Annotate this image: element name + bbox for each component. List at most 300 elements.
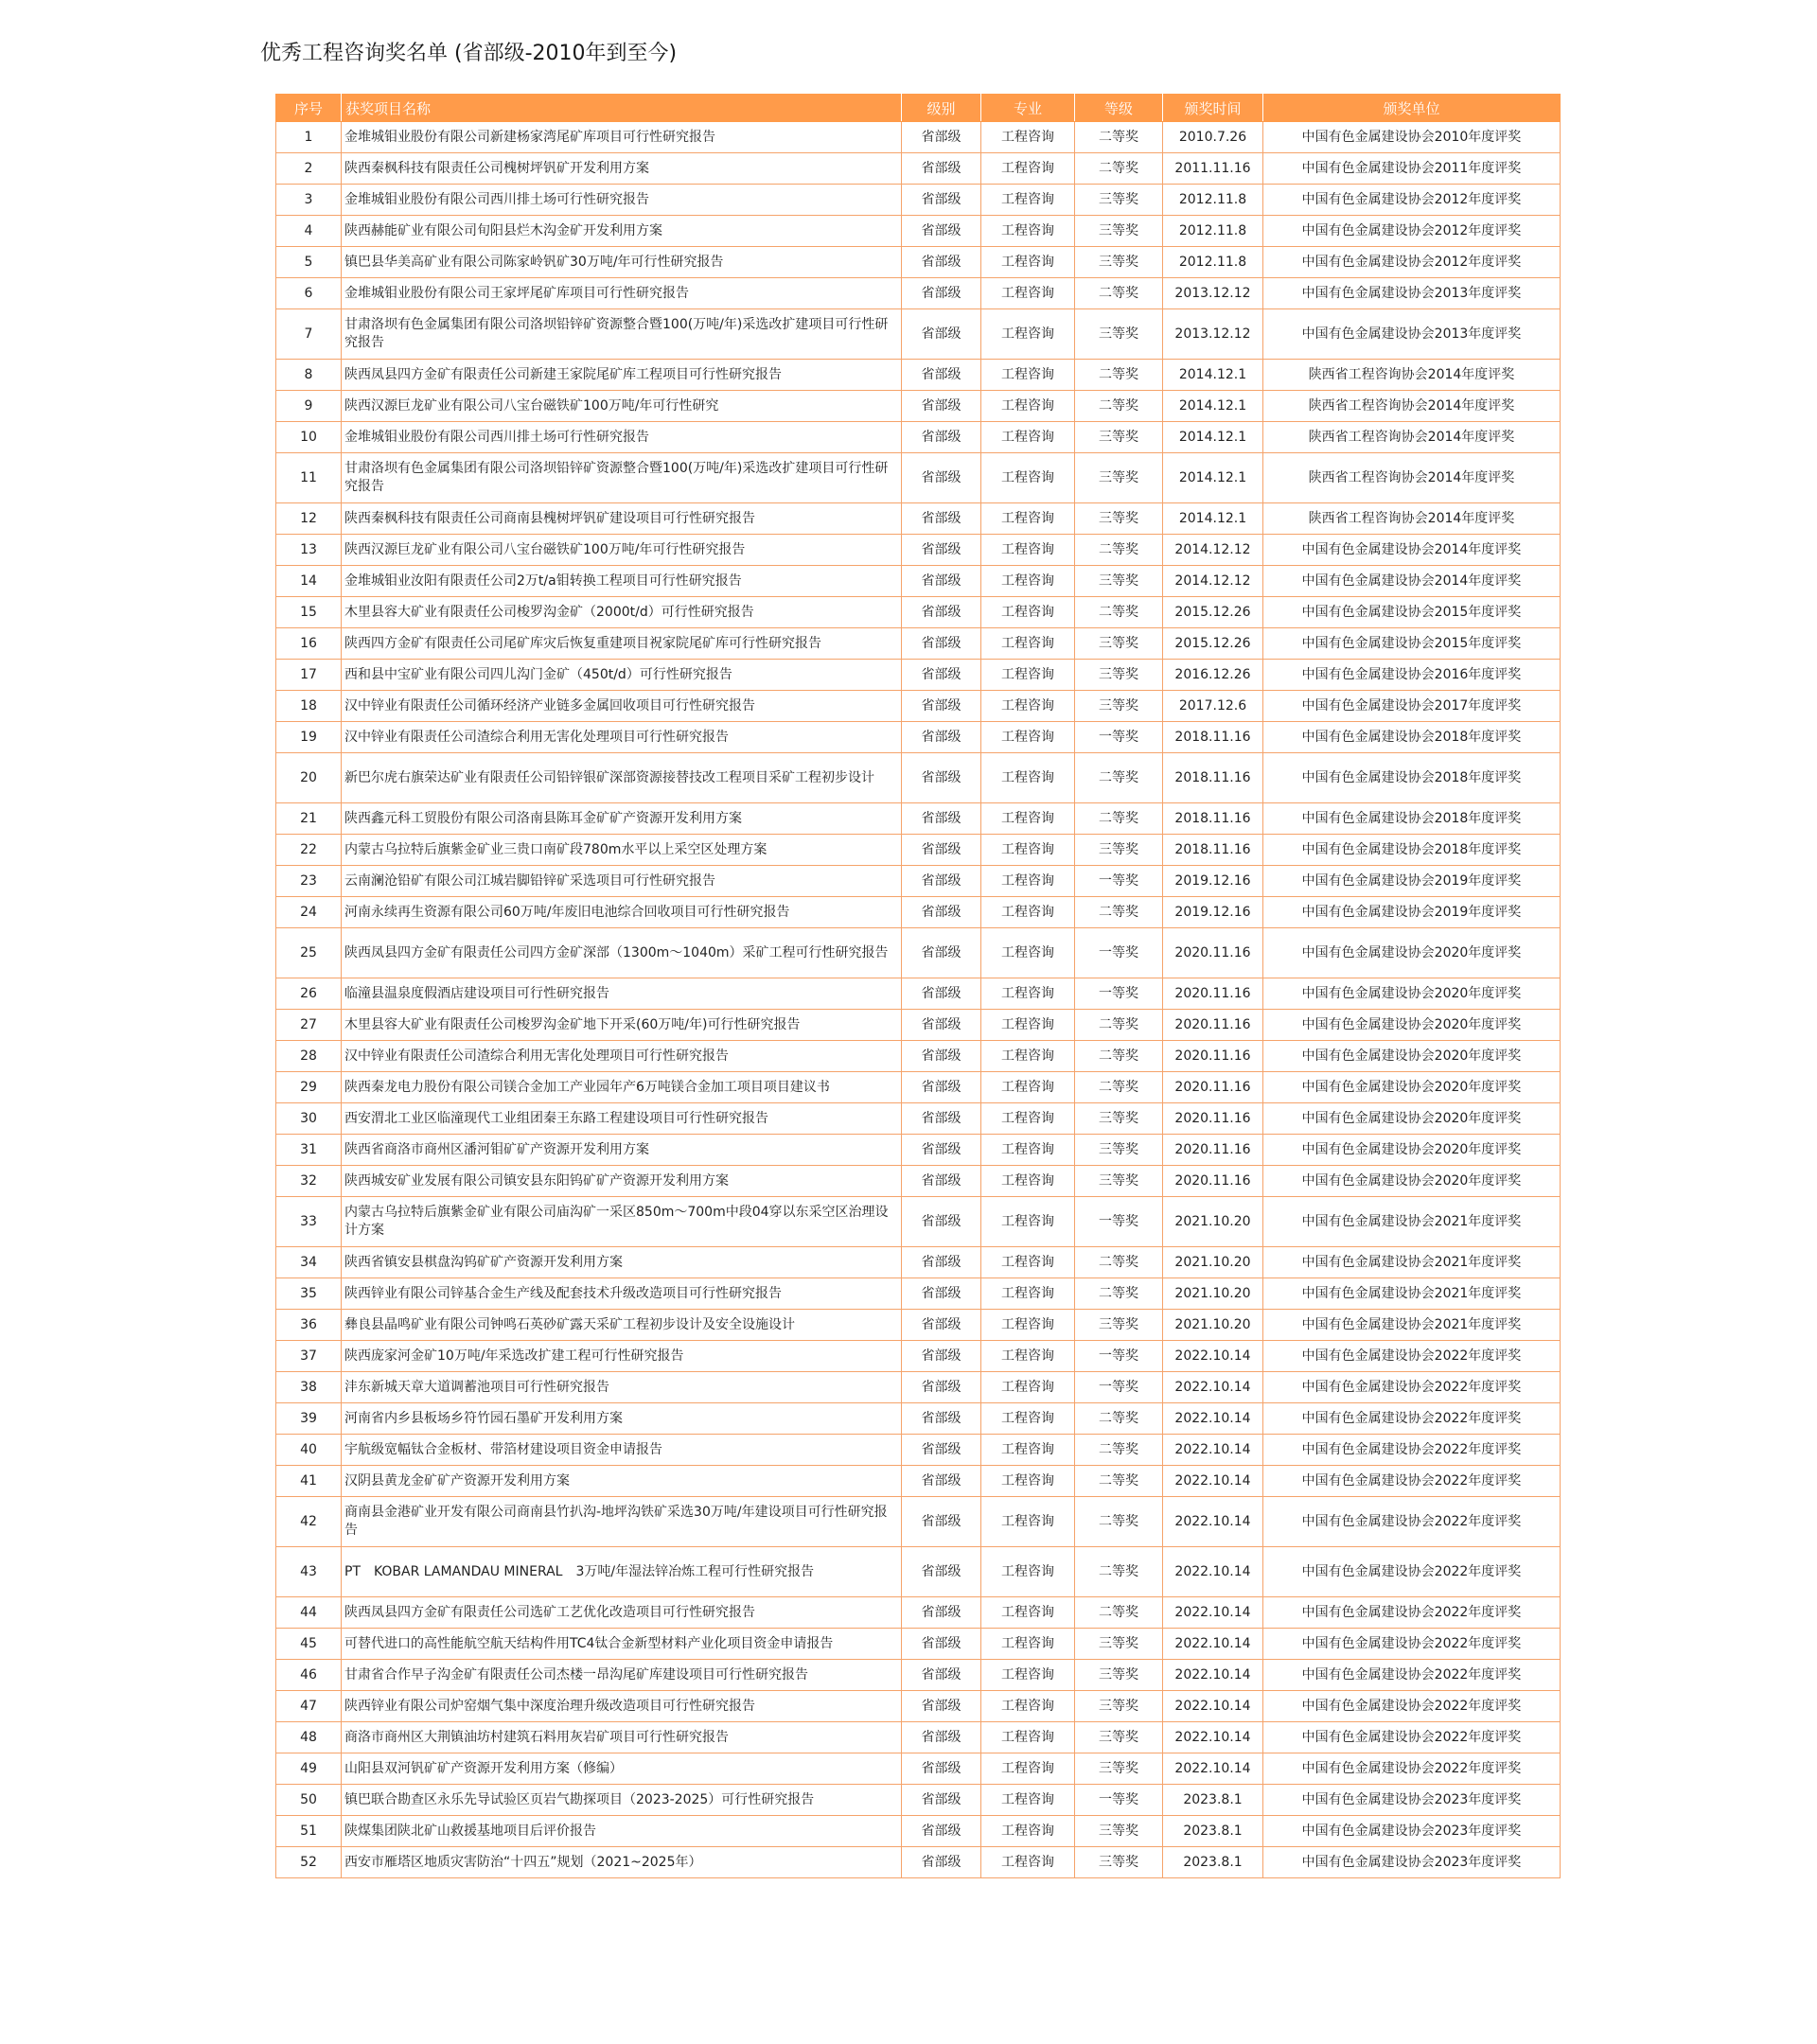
cell-no: 41 [276,1466,342,1497]
table-row [276,1629,1561,1660]
cell-grade: 三等奖 [1075,309,1163,360]
cell-specialty: 工程咨询 [981,1247,1075,1278]
cell-no: 3 [276,185,342,216]
cell-award-unit: 中国有色金属建设协会2022年度评奖 [1263,1660,1561,1691]
table-row [276,1691,1561,1722]
cell-project-name: 彝良县晶鸣矿业有限公司钟鸣石英砂矿露天采矿工程初步设计及安全设施设计 [342,1310,902,1341]
cell-project-name: 宇航级宽幅钛合金板材、带箔材建设项目资金申请报告 [342,1435,902,1466]
cell-award-unit: 中国有色金属建设协会2013年度评奖 [1263,309,1561,360]
cell-award-unit: 中国有色金属建设协会2020年度评奖 [1263,928,1561,978]
cell-level: 省部级 [902,122,981,153]
table-row [276,722,1561,753]
col-header-name: 获奖项目名称 [342,95,902,122]
cell-project-name: 云南澜沧铅矿有限公司江城岩脚铅锌矿采选项目可行性研究报告 [342,866,902,897]
cell-no: 22 [276,835,342,866]
cell-award-time: 2018.11.16 [1163,753,1263,803]
cell-specialty: 工程咨询 [981,1403,1075,1435]
cell-no: 13 [276,535,342,566]
cell-grade: 三等奖 [1075,453,1163,503]
cell-grade: 二等奖 [1075,597,1163,628]
cell-award-unit: 中国有色金属建设协会2018年度评奖 [1263,803,1561,835]
cell-award-unit: 中国有色金属建设协会2019年度评奖 [1263,897,1561,928]
cell-award-unit: 中国有色金属建设协会2021年度评奖 [1263,1197,1561,1247]
cell-specialty: 工程咨询 [981,722,1075,753]
cell-award-unit: 中国有色金属建设协会2023年度评奖 [1263,1816,1561,1847]
cell-award-time: 2012.11.8 [1163,185,1263,216]
cell-award-time: 2020.11.16 [1163,1041,1263,1072]
table-row [276,1135,1561,1166]
cell-project-name: 木里县容大矿业有限责任公司梭罗沟金矿地下开采(60万吨/年)可行性研究报告 [342,1010,902,1041]
cell-award-unit: 中国有色金属建设协会2022年度评奖 [1263,1466,1561,1497]
table-row [276,1547,1561,1597]
cell-award-time: 2022.10.14 [1163,1753,1263,1785]
cell-project-name: 镇巴联合勘查区永乐先导试验区页岩气勘探项目（2023-2025）可行性研究报告 [342,1785,902,1816]
cell-award-unit: 中国有色金属建设协会2012年度评奖 [1263,185,1561,216]
cell-specialty: 工程咨询 [981,453,1075,503]
cell-project-name: 木里县容大矿业有限责任公司梭罗沟金矿（2000t/d）可行性研究报告 [342,597,902,628]
cell-project-name: 陕煤集团陕北矿山救援基地项目后评价报告 [342,1816,902,1847]
cell-no: 16 [276,628,342,660]
cell-no: 45 [276,1629,342,1660]
table-row [276,422,1561,453]
cell-award-unit: 中国有色金属建设协会2020年度评奖 [1263,1041,1561,1072]
table-row [276,535,1561,566]
cell-no: 32 [276,1166,342,1197]
cell-level: 省部级 [902,1310,981,1341]
cell-award-unit: 陕西省工程咨询协会2014年度评奖 [1263,360,1561,391]
cell-grade: 二等奖 [1075,897,1163,928]
cell-award-time: 2022.10.14 [1163,1722,1263,1753]
cell-award-unit: 中国有色金属建设协会2013年度评奖 [1263,278,1561,309]
cell-no: 17 [276,660,342,691]
col-header-unit: 颁奖单位 [1263,95,1561,122]
cell-level: 省部级 [902,503,981,535]
cell-no: 36 [276,1310,342,1341]
cell-award-time: 2012.11.8 [1163,216,1263,247]
cell-no: 44 [276,1597,342,1629]
cell-level: 省部级 [902,1660,981,1691]
cell-level: 省部级 [902,1466,981,1497]
cell-specialty: 工程咨询 [981,247,1075,278]
cell-award-unit: 中国有色金属建设协会2012年度评奖 [1263,247,1561,278]
cell-level: 省部级 [902,309,981,360]
cell-award-unit: 陕西省工程咨询协会2014年度评奖 [1263,422,1561,453]
cell-award-time: 2023.8.1 [1163,1785,1263,1816]
cell-specialty: 工程咨询 [981,1660,1075,1691]
cell-award-time: 2013.12.12 [1163,309,1263,360]
cell-project-name: 河南永续再生资源有限公司60万吨/年废旧电池综合回收项目可行性研究报告 [342,897,902,928]
cell-specialty: 工程咨询 [981,1847,1075,1878]
cell-level: 省部级 [902,1547,981,1597]
cell-no: 24 [276,897,342,928]
cell-award-unit: 中国有色金属建设协会2021年度评奖 [1263,1278,1561,1310]
cell-project-name: 陕西汉源巨龙矿业有限公司八宝台磁铁矿100万吨/年可行性研究报告 [342,535,902,566]
cell-level: 省部级 [902,566,981,597]
cell-level: 省部级 [902,978,981,1010]
table-row [276,691,1561,722]
cell-award-time: 2014.12.1 [1163,391,1263,422]
cell-specialty: 工程咨询 [981,1197,1075,1247]
cell-award-unit: 中国有色金属建设协会2015年度评奖 [1263,597,1561,628]
cell-grade: 三等奖 [1075,1691,1163,1722]
cell-specialty: 工程咨询 [981,660,1075,691]
award-table [275,94,1561,1878]
table-row [276,1010,1561,1041]
table-row [276,1785,1561,1816]
table-row [276,1041,1561,1072]
cell-no: 29 [276,1072,342,1103]
cell-specialty: 工程咨询 [981,566,1075,597]
cell-award-unit: 中国有色金属建设协会2021年度评奖 [1263,1310,1561,1341]
cell-award-time: 2021.10.20 [1163,1247,1263,1278]
cell-no: 10 [276,422,342,453]
cell-project-name: 汉阴县黄龙金矿矿产资源开发利用方案 [342,1466,902,1497]
cell-grade: 三等奖 [1075,216,1163,247]
cell-level: 省部级 [902,247,981,278]
cell-level: 省部级 [902,753,981,803]
cell-award-unit: 中国有色金属建设协会2022年度评奖 [1263,1691,1561,1722]
cell-award-time: 2019.12.16 [1163,897,1263,928]
cell-award-time: 2014.12.12 [1163,535,1263,566]
cell-award-time: 2014.12.1 [1163,360,1263,391]
cell-no: 14 [276,566,342,597]
cell-project-name: 陕西赫能矿业有限公司旬阳县烂木沟金矿开发利用方案 [342,216,902,247]
cell-award-time: 2018.11.16 [1163,835,1263,866]
cell-no: 8 [276,360,342,391]
cell-award-unit: 中国有色金属建设协会2022年度评奖 [1263,1722,1561,1753]
cell-no: 21 [276,803,342,835]
cell-specialty: 工程咨询 [981,1753,1075,1785]
cell-grade: 一等奖 [1075,1197,1163,1247]
cell-project-name: 金堆城钼业股份有限公司王家坪尾矿库项目可行性研究报告 [342,278,902,309]
table-row [276,1435,1561,1466]
cell-award-time: 2020.11.16 [1163,928,1263,978]
table-header [276,95,1561,122]
cell-award-time: 2020.11.16 [1163,1010,1263,1041]
table-row [276,628,1561,660]
table-row [276,566,1561,597]
cell-level: 省部级 [902,216,981,247]
table-row [276,391,1561,422]
cell-no: 30 [276,1103,342,1135]
cell-project-name: 陕西庞家河金矿10万吨/年采选改扩建工程可行性研究报告 [342,1341,902,1372]
cell-project-name: 陕西秦枫科技有限责任公司槐树坪钒矿开发利用方案 [342,153,902,185]
cell-level: 省部级 [902,835,981,866]
cell-award-time: 2017.12.6 [1163,691,1263,722]
cell-award-unit: 中国有色金属建设协会2022年度评奖 [1263,1435,1561,1466]
cell-grade: 二等奖 [1075,1247,1163,1278]
cell-no: 20 [276,753,342,803]
cell-grade: 三等奖 [1075,1310,1163,1341]
cell-award-time: 2019.12.16 [1163,866,1263,897]
table-row [276,453,1561,503]
cell-award-time: 2022.10.14 [1163,1372,1263,1403]
cell-no: 51 [276,1816,342,1847]
cell-level: 省部级 [902,1278,981,1310]
cell-grade: 二等奖 [1075,753,1163,803]
cell-no: 23 [276,866,342,897]
cell-specialty: 工程咨询 [981,278,1075,309]
cell-grade: 三等奖 [1075,691,1163,722]
cell-specialty: 工程咨询 [981,503,1075,535]
cell-award-time: 2013.12.12 [1163,278,1263,309]
cell-award-unit: 中国有色金属建设协会2017年度评奖 [1263,691,1561,722]
cell-no: 34 [276,1247,342,1278]
cell-award-time: 2020.11.16 [1163,978,1263,1010]
cell-level: 省部级 [902,278,981,309]
cell-level: 省部级 [902,628,981,660]
cell-project-name: 甘肃洛坝有色金属集团有限公司洛坝铅锌矿资源整合暨100(万吨/年)采选改扩建项目可行性研究报告 [342,453,902,503]
cell-project-name: 陕西四方金矿有限责任公司尾矿库灾后恢复重建项目祝家院尾矿库可行性研究报告 [342,628,902,660]
cell-grade: 二等奖 [1075,1278,1163,1310]
col-header-level: 级别 [902,95,981,122]
cell-no: 38 [276,1372,342,1403]
cell-project-name: 陕西鑫元科工贸股份有限公司洛南县陈耳金矿矿产资源开发利用方案 [342,803,902,835]
cell-grade: 三等奖 [1075,566,1163,597]
cell-grade: 二等奖 [1075,278,1163,309]
table-row [276,1278,1561,1310]
cell-specialty: 工程咨询 [981,1497,1075,1547]
cell-no: 35 [276,1278,342,1310]
cell-project-name: 金堆城钼业汝阳有限责任公司2万t/a钼转换工程项目可行性研究报告 [342,566,902,597]
cell-grade: 二等奖 [1075,153,1163,185]
cell-grade: 三等奖 [1075,185,1163,216]
cell-grade: 二等奖 [1075,1435,1163,1466]
cell-specialty: 工程咨询 [981,309,1075,360]
cell-project-name: 陕西省商洛市商州区潘河钼矿矿产资源开发利用方案 [342,1135,902,1166]
cell-no: 1 [276,122,342,153]
cell-specialty: 工程咨询 [981,753,1075,803]
cell-grade: 一等奖 [1075,722,1163,753]
table-row [276,835,1561,866]
cell-level: 省部级 [902,1629,981,1660]
cell-specialty: 工程咨询 [981,1691,1075,1722]
cell-award-time: 2018.11.16 [1163,803,1263,835]
cell-grade: 三等奖 [1075,1103,1163,1135]
cell-award-unit: 中国有色金属建设协会2021年度评奖 [1263,1247,1561,1278]
cell-no: 47 [276,1691,342,1722]
cell-grade: 二等奖 [1075,1041,1163,1072]
cell-grade: 三等奖 [1075,835,1163,866]
cell-grade: 二等奖 [1075,1403,1163,1435]
cell-level: 省部级 [902,928,981,978]
cell-level: 省部级 [902,1103,981,1135]
table-row [276,153,1561,185]
cell-project-name: 金堆城钼业股份有限公司西川排土场可行性研究报告 [342,185,902,216]
cell-grade: 三等奖 [1075,1847,1163,1878]
table-row [276,122,1561,153]
table-row [276,1403,1561,1435]
cell-no: 33 [276,1197,342,1247]
cell-specialty: 工程咨询 [981,691,1075,722]
cell-award-time: 2020.11.16 [1163,1103,1263,1135]
cell-specialty: 工程咨询 [981,1785,1075,1816]
cell-no: 25 [276,928,342,978]
cell-grade: 三等奖 [1075,1166,1163,1197]
cell-award-time: 2023.8.1 [1163,1816,1263,1847]
cell-award-time: 2022.10.14 [1163,1341,1263,1372]
cell-no: 19 [276,722,342,753]
cell-level: 省部级 [902,422,981,453]
cell-project-name: 山阳县双河钒矿矿产资源开发利用方案（修编） [342,1753,902,1785]
cell-project-name: 陕西秦龙电力股份有限公司镁合金加工产业园年产6万吨镁合金加工项目项目建议书 [342,1072,902,1103]
cell-grade: 一等奖 [1075,978,1163,1010]
cell-no: 6 [276,278,342,309]
cell-award-time: 2022.10.14 [1163,1403,1263,1435]
table-body [276,122,1561,1878]
cell-grade: 二等奖 [1075,1547,1163,1597]
cell-grade: 三等奖 [1075,503,1163,535]
cell-project-name: 陕西锌业有限公司锌基合金生产线及配套技术升级改造项目可行性研究报告 [342,1278,902,1310]
table-header-row [276,95,1561,122]
cell-award-unit: 陕西省工程咨询协会2014年度评奖 [1263,453,1561,503]
cell-project-name: 陕西城安矿业发展有限公司镇安县东阳钨矿矿产资源开发利用方案 [342,1166,902,1197]
cell-project-name: 陕西凤县四方金矿有限责任公司选矿工艺优化改造项目可行性研究报告 [342,1597,902,1629]
cell-award-unit: 中国有色金属建设协会2012年度评奖 [1263,216,1561,247]
cell-grade: 一等奖 [1075,928,1163,978]
cell-no: 50 [276,1785,342,1816]
cell-award-unit: 中国有色金属建设协会2018年度评奖 [1263,835,1561,866]
cell-award-unit: 中国有色金属建设协会2015年度评奖 [1263,628,1561,660]
cell-grade: 二等奖 [1075,535,1163,566]
cell-award-time: 2022.10.14 [1163,1435,1263,1466]
cell-no: 2 [276,153,342,185]
cell-award-unit: 中国有色金属建设协会2022年度评奖 [1263,1753,1561,1785]
cell-specialty: 工程咨询 [981,835,1075,866]
col-header-no: 序号 [276,95,342,122]
cell-award-unit: 中国有色金属建设协会2023年度评奖 [1263,1847,1561,1878]
cell-level: 省部级 [902,1597,981,1629]
cell-level: 省部级 [902,1403,981,1435]
page-title: 优秀工程咨询奖名单 (省部级-2010年到至今) [260,42,678,65]
cell-specialty: 工程咨询 [981,1072,1075,1103]
cell-grade: 一等奖 [1075,1341,1163,1372]
cell-level: 省部级 [902,1372,981,1403]
cell-award-time: 2014.12.1 [1163,503,1263,535]
cell-level: 省部级 [902,360,981,391]
table-row [276,803,1561,835]
cell-specialty: 工程咨询 [981,1435,1075,1466]
cell-no: 5 [276,247,342,278]
cell-grade: 三等奖 [1075,1660,1163,1691]
cell-award-time: 2015.12.26 [1163,628,1263,660]
col-header-time: 颁奖时间 [1163,95,1263,122]
cell-project-name: 临潼县温泉度假酒店建设项目可行性研究报告 [342,978,902,1010]
table-row [276,1103,1561,1135]
cell-grade: 二等奖 [1075,360,1163,391]
cell-no: 15 [276,597,342,628]
cell-award-unit: 中国有色金属建设协会2018年度评奖 [1263,722,1561,753]
cell-specialty: 工程咨询 [981,803,1075,835]
cell-project-name: 可替代进口的高性能航空航天结构件用TC4钛合金新型材料产业化项目资金申请报告 [342,1629,902,1660]
cell-no: 52 [276,1847,342,1878]
cell-award-unit: 中国有色金属建设协会2022年度评奖 [1263,1497,1561,1547]
cell-grade: 一等奖 [1075,1372,1163,1403]
cell-award-unit: 中国有色金属建设协会2016年度评奖 [1263,660,1561,691]
cell-specialty: 工程咨询 [981,1722,1075,1753]
cell-specialty: 工程咨询 [981,422,1075,453]
table-row [276,503,1561,535]
table-row [276,360,1561,391]
cell-award-unit: 中国有色金属建设协会2023年度评奖 [1263,1785,1561,1816]
cell-project-name: 内蒙古乌拉特后旗紫金矿业有限公司庙沟矿一采区850m～700m中段04穿以东采空区治理设计方案 [342,1197,902,1247]
table-row [276,1466,1561,1497]
cell-specialty: 工程咨询 [981,1135,1075,1166]
cell-no: 7 [276,309,342,360]
cell-no: 27 [276,1010,342,1041]
cell-level: 省部级 [902,1197,981,1247]
table-row [276,1166,1561,1197]
cell-grade: 二等奖 [1075,1497,1163,1547]
cell-grade: 三等奖 [1075,1629,1163,1660]
cell-specialty: 工程咨询 [981,1103,1075,1135]
cell-award-time: 2015.12.26 [1163,597,1263,628]
cell-level: 省部级 [902,1041,981,1072]
cell-grade: 三等奖 [1075,247,1163,278]
cell-level: 省部级 [902,391,981,422]
table-row [276,978,1561,1010]
cell-no: 26 [276,978,342,1010]
cell-grade: 三等奖 [1075,1722,1163,1753]
cell-no: 12 [276,503,342,535]
cell-award-time: 2022.10.14 [1163,1597,1263,1629]
cell-project-name: 西安渭北工业区临潼现代工业组团秦王东路工程建设项目可行性研究报告 [342,1103,902,1135]
cell-grade: 二等奖 [1075,1072,1163,1103]
cell-level: 省部级 [902,660,981,691]
cell-level: 省部级 [902,535,981,566]
cell-award-time: 2016.12.26 [1163,660,1263,691]
cell-award-unit: 中国有色金属建设协会2022年度评奖 [1263,1403,1561,1435]
cell-project-name: 陕西凤县四方金矿有限责任公司四方金矿深部（1300m～1040m）采矿工程可行性研究报告 [342,928,902,978]
cell-level: 省部级 [902,1691,981,1722]
table-row [276,1497,1561,1547]
cell-award-time: 2022.10.14 [1163,1466,1263,1497]
table-row [276,1247,1561,1278]
cell-award-time: 2018.11.16 [1163,722,1263,753]
table-row [276,1310,1561,1341]
cell-no: 46 [276,1660,342,1691]
cell-project-name: 金堆城钼业股份有限公司西川排土场可行性研究报告 [342,422,902,453]
cell-no: 11 [276,453,342,503]
table-row [276,309,1561,360]
table-row [276,278,1561,309]
cell-award-unit: 中国有色金属建设协会2019年度评奖 [1263,866,1561,897]
cell-award-time: 2022.10.14 [1163,1660,1263,1691]
cell-level: 省部级 [902,453,981,503]
cell-no: 4 [276,216,342,247]
cell-award-time: 2020.11.16 [1163,1166,1263,1197]
cell-award-time: 2020.11.16 [1163,1135,1263,1166]
cell-project-name: 沣东新城天章大道调蓄池项目可行性研究报告 [342,1372,902,1403]
cell-award-time: 2021.10.20 [1163,1197,1263,1247]
col-header-grade: 等级 [1075,95,1163,122]
cell-grade: 三等奖 [1075,1816,1163,1847]
cell-no: 49 [276,1753,342,1785]
cell-award-time: 2011.11.16 [1163,153,1263,185]
cell-specialty: 工程咨询 [981,897,1075,928]
cell-level: 省部级 [902,722,981,753]
cell-grade: 三等奖 [1075,422,1163,453]
cell-no: 31 [276,1135,342,1166]
cell-specialty: 工程咨询 [981,628,1075,660]
cell-specialty: 工程咨询 [981,866,1075,897]
cell-specialty: 工程咨询 [981,1466,1075,1497]
cell-specialty: 工程咨询 [981,1547,1075,1597]
cell-level: 省部级 [902,1722,981,1753]
cell-grade: 二等奖 [1075,391,1163,422]
cell-specialty: 工程咨询 [981,153,1075,185]
cell-award-unit: 中国有色金属建设协会2011年度评奖 [1263,153,1561,185]
